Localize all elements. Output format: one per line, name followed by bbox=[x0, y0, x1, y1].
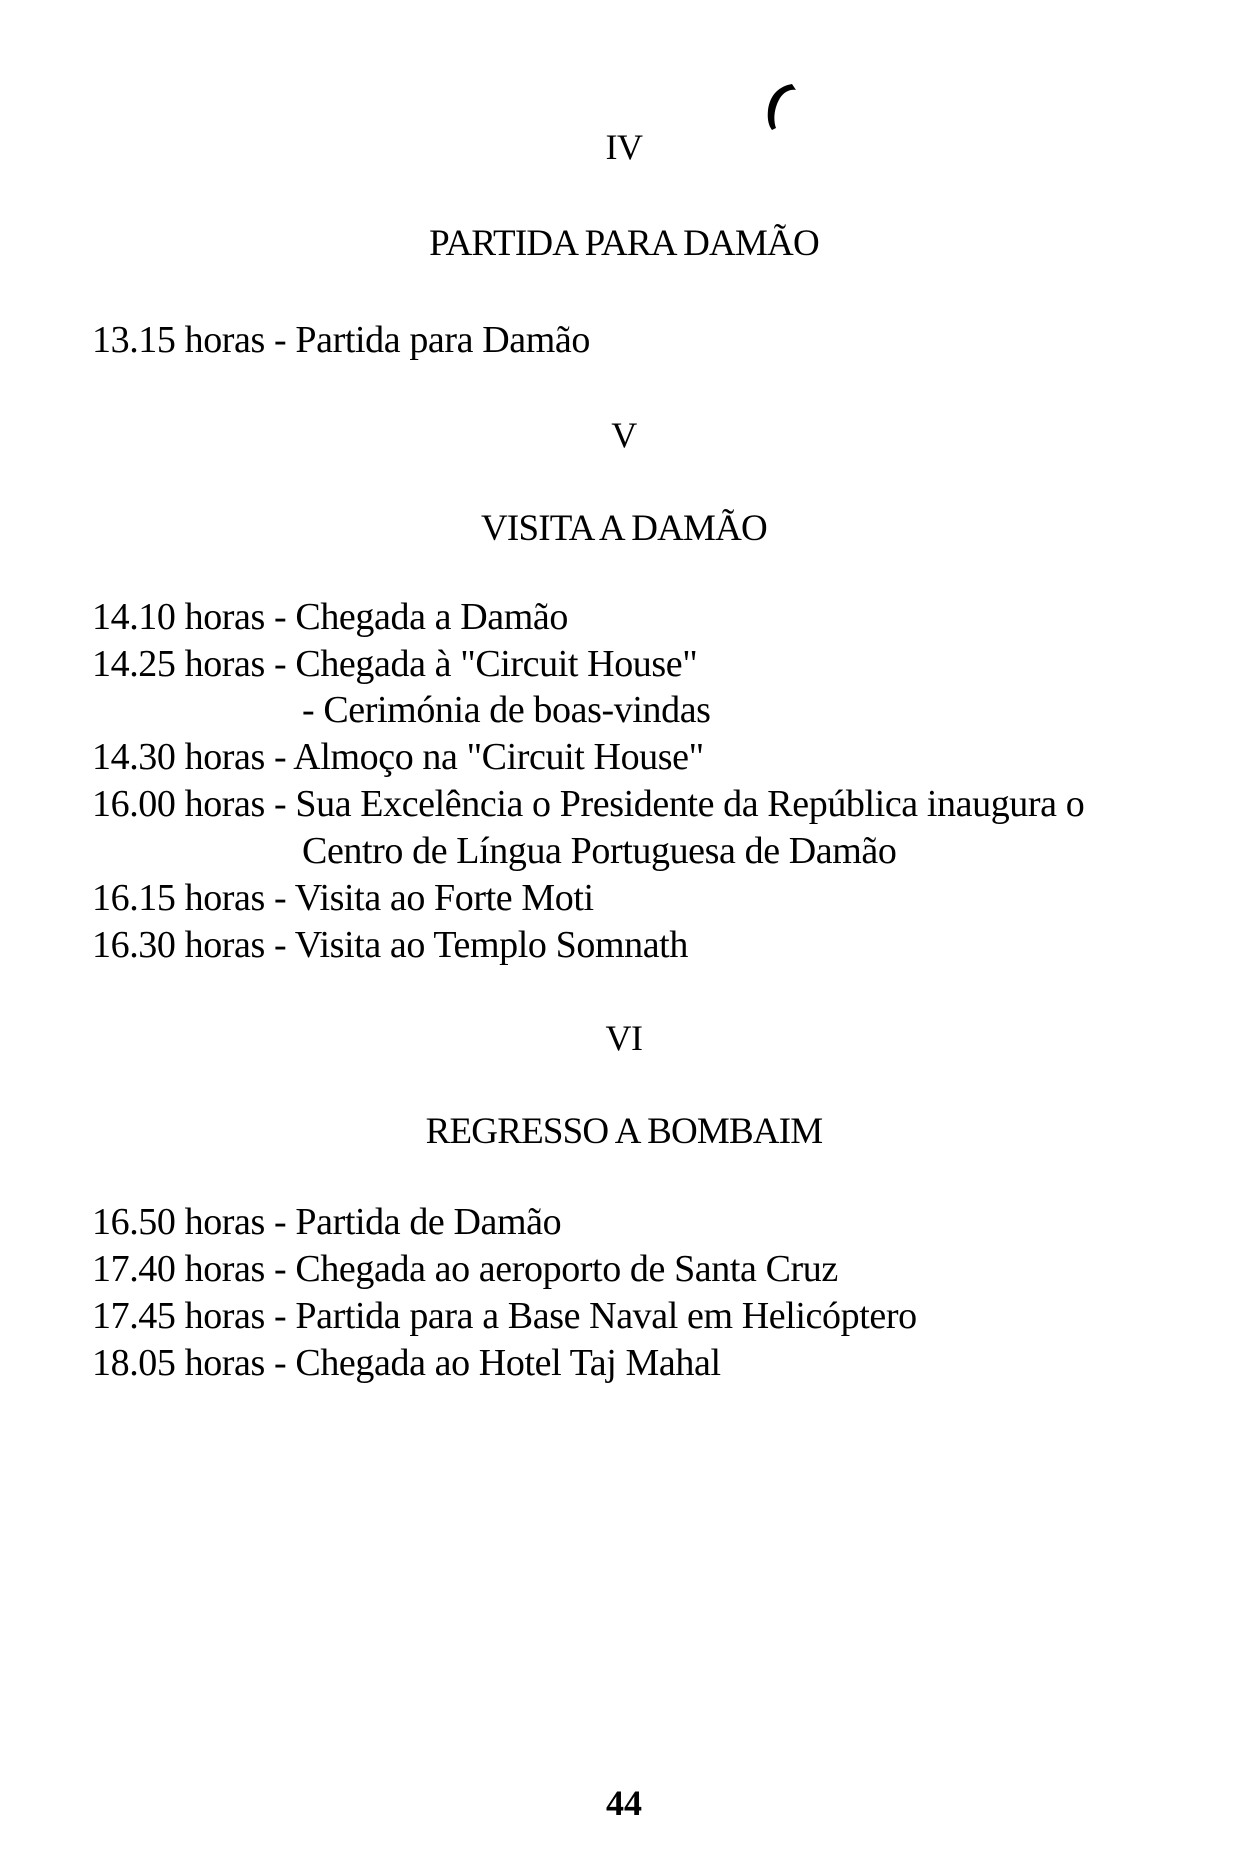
entry-separator: - bbox=[264, 1342, 296, 1384]
schedule-entry bbox=[92, 1247, 838, 1291]
schedule-entry bbox=[92, 735, 704, 779]
entry-text: Partida para Damão bbox=[295, 319, 590, 361]
entry-time: 16.30 horas bbox=[92, 924, 265, 966]
schedule-entry bbox=[92, 923, 688, 967]
schedule-entry bbox=[92, 876, 594, 920]
entry-continuation: Centro de Língua Portuguesa de Damão bbox=[302, 830, 897, 872]
schedule-entry bbox=[92, 1294, 917, 1338]
entry-text: Partida de Damão bbox=[295, 1201, 562, 1243]
entry-time: 14.10 horas bbox=[92, 596, 265, 638]
schedule-entry bbox=[92, 318, 590, 362]
entry-continuation: - Cerimónia de boas-vindas bbox=[302, 689, 711, 731]
entry-time: 14.25 horas bbox=[92, 643, 265, 685]
entry-text: Partida para a Base Naval em Helicóptero bbox=[295, 1295, 917, 1337]
schedule-entry bbox=[92, 782, 1084, 826]
entry-separator: - bbox=[264, 736, 294, 778]
entry-time: 18.05 horas bbox=[92, 1342, 265, 1384]
entry-time: 17.45 horas bbox=[92, 1295, 265, 1337]
entry-separator: - bbox=[264, 877, 295, 919]
entry-separator: - bbox=[264, 924, 295, 966]
entry-text: Visita ao Forte Moti bbox=[294, 877, 594, 919]
entry-separator: - bbox=[264, 1201, 296, 1243]
entry-text: Chegada à "Circuit House" bbox=[295, 643, 698, 685]
schedule-entry bbox=[92, 1341, 721, 1385]
entry-text: Visita ao Templo Somnath bbox=[294, 924, 688, 966]
entry-separator: - bbox=[264, 596, 296, 638]
entry-time: 17.40 horas bbox=[92, 1248, 265, 1290]
schedule-entry bbox=[92, 595, 568, 639]
schedule-entry bbox=[92, 1200, 561, 1244]
entry-separator: - bbox=[264, 319, 296, 361]
entry-text: Chegada ao Hotel Taj Mahal bbox=[295, 1342, 721, 1384]
entry-separator: - bbox=[264, 1295, 296, 1337]
section-title: VISITA A DAMÃO bbox=[481, 508, 767, 549]
schedule-entry bbox=[92, 642, 697, 686]
entry-separator: - bbox=[264, 783, 296, 825]
entry-text: Chegada ao aeroporto de Santa Cruz bbox=[295, 1248, 838, 1290]
entry-text: Almoço na "Circuit House" bbox=[293, 736, 704, 778]
entry-separator: - bbox=[264, 1248, 296, 1290]
section-numeral: IV bbox=[605, 127, 643, 167]
entry-text: Sua Excelência o Presidente da República inaugura o bbox=[295, 783, 1085, 825]
page-number: 44 bbox=[606, 1783, 642, 1823]
entry-time: 13.15 horas bbox=[92, 319, 265, 361]
section-title: REGRESSO A BOMBAIM bbox=[425, 1111, 823, 1152]
section-numeral: V bbox=[611, 415, 637, 455]
entry-time: 16.15 horas bbox=[92, 877, 265, 919]
entry-separator: - bbox=[264, 643, 296, 685]
section-title: PARTIDA PARA DAMÃO bbox=[429, 223, 819, 264]
entry-time: 14.30 horas bbox=[92, 736, 265, 778]
entry-time: 16.00 horas bbox=[92, 783, 265, 825]
entry-text: Chegada a Damão bbox=[295, 596, 568, 638]
section-numeral: VI bbox=[605, 1018, 643, 1058]
entry-time: 16.50 horas bbox=[92, 1201, 265, 1243]
